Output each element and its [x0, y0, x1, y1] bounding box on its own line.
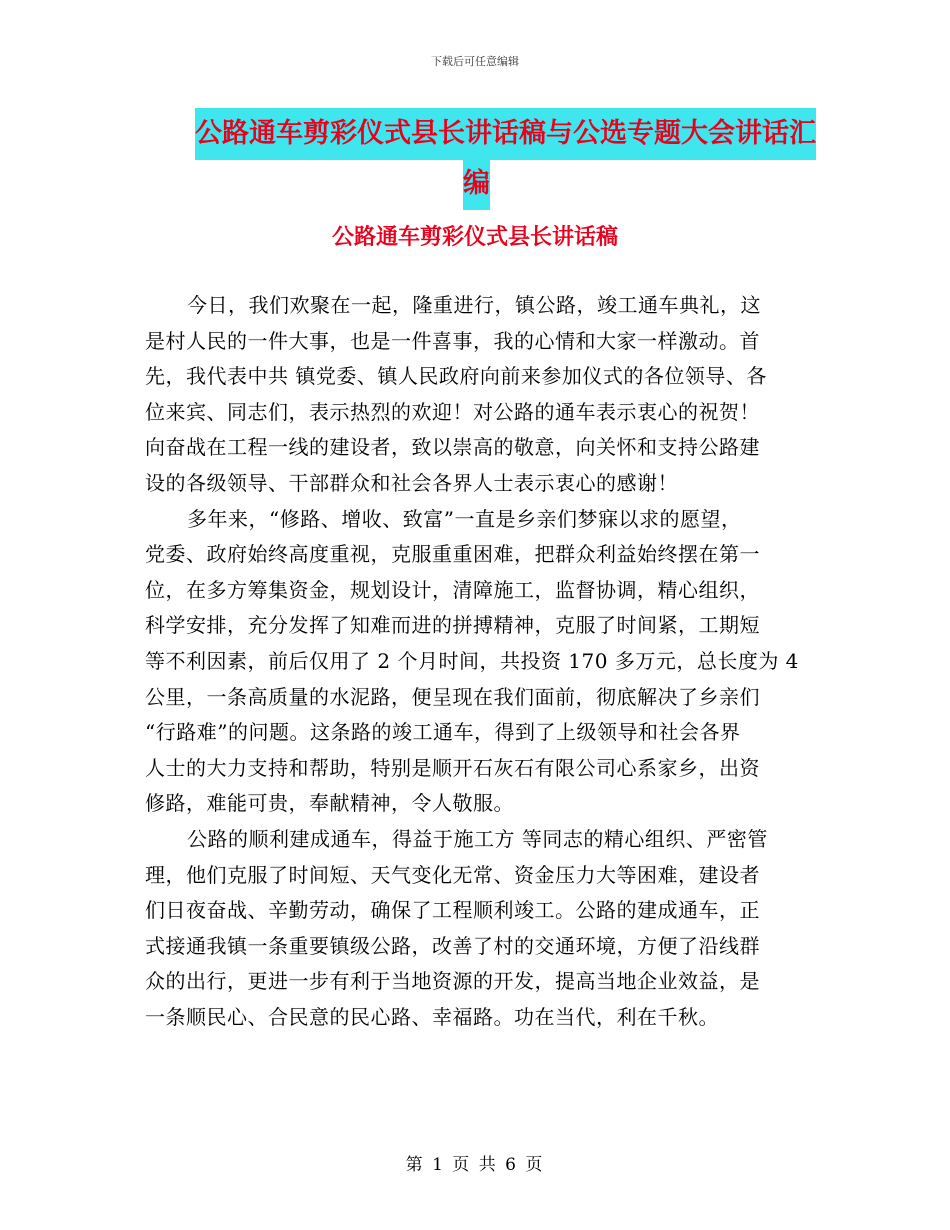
paragraph-line: 先，我代表中共 镇党委、镇人民政府向前来参加仪式的各位领导、各 [145, 364, 767, 389]
paragraph-line: 们日夜奋战、辛勤劳动，确保了工程顺利竣工。公路的建成通车，正 [145, 898, 760, 923]
paragraph-line: 式接通我镇一条重要镇级公路，改善了村的交通环境，方便了沿线群 [145, 933, 760, 958]
paragraph-line: 众的出行，更进一步有利于当地资源的开发，提高当地企业效益，是 [145, 969, 760, 994]
paragraph-line: 向奋战在工程一线的建设者，致以崇高的敬意，向关怀和支持公路建 [145, 435, 760, 460]
paragraph-line: 设的各级领导、干部群众和社会各界人士表示衷心的感谢！ [145, 470, 678, 495]
paragraph-line: “行路难”的问题。这条路的竣工通车，得到了上级领导和社会各界 [145, 720, 741, 745]
page-footer: 第 1 页 共 6 页 [405, 1155, 545, 1175]
paragraph-line: 党委、政府始终高度重视，克服重重困难，把群众利益始终摆在第一 [145, 542, 760, 567]
document-title-line-2: 编 [463, 158, 490, 210]
header-note: 下载后可任意编辑 [431, 55, 519, 68]
paragraph-line: 理，他们克服了时间短、天气变化无常、资金压力大等困难，建设者 [145, 862, 760, 887]
section-title: 公路通车剪彩仪式县长讲话稿 [331, 225, 618, 250]
paragraph-line: 人士的大力支持和帮助，特别是顺开石灰石有限公司心系家乡，出资 [145, 755, 760, 780]
paragraph-line: 修路，难能可贵，奉献精神，令人敬服。 [145, 791, 514, 816]
paragraph-line: 位来宾、同志们，表示热烈的欢迎！对公路的通车表示衷心的祝贺！ [145, 399, 760, 424]
paragraph-line: 等不利因素，前后仅用了 2 个月时间，共投资 170 多万元，总长度为 4 [145, 648, 799, 673]
paragraph-line: 多年来，“修路、增收、致富”一直是乡亲们梦寐以求的愿望， [187, 506, 742, 531]
paragraph-line: 一条顺民心、合民意的民心路、幸福路。功在当代，利在千秋。 [145, 1004, 719, 1029]
paragraph-line: 位，在多方筹集资金，规划设计，清障施工，监督协调，精心组织， [145, 577, 760, 602]
paragraph-line: 公路的顺利建成通车，得益于施工方 等同志的精心组织、严密管 [187, 826, 768, 851]
body-text [145, 288, 805, 1035]
paragraph-line: 今日，我们欢聚在一起，隆重进行，镇公路，竣工通车典礼，这 [187, 293, 761, 317]
paragraph-line: 公里，一条高质量的水泥路，便呈现在我们面前，彻底解决了乡亲们 [145, 684, 760, 709]
document-title-line-1: 公路通车剪彩仪式县长讲话稿与公选专题大会讲话汇 [195, 108, 816, 160]
paragraph-line: 科学安排，充分发挥了知难而进的拼搏精神，克服了时间紧，工期短 [145, 613, 760, 638]
paragraph-line: 是村人民的一件大事，也是一件喜事，我的心情和大家一样激动。首 [145, 328, 760, 353]
